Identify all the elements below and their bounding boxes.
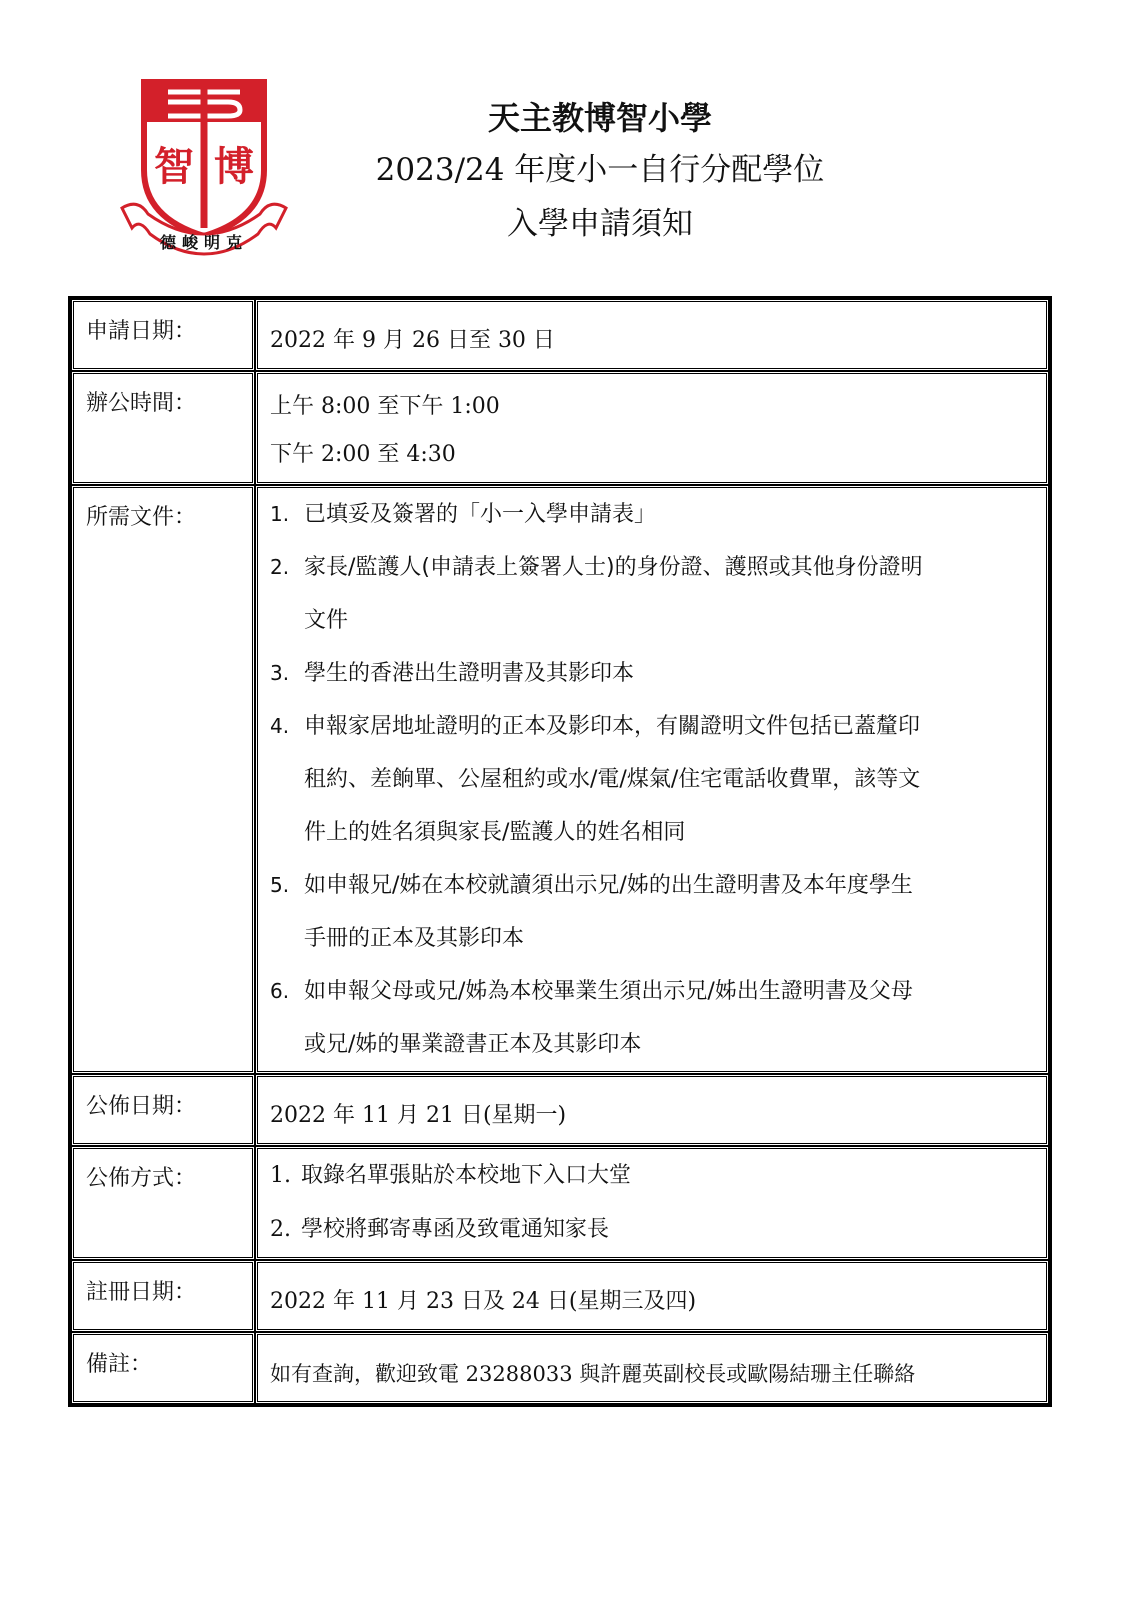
- office-hours-value: [255, 371, 1049, 485]
- row-register-date: [71, 1260, 1049, 1332]
- row-documents: [71, 485, 1049, 1074]
- admission-info-table: [68, 296, 1052, 1407]
- announce-date-label: 公佈日期：: [71, 1074, 255, 1146]
- announce-method-item: [270, 1149, 1046, 1203]
- apply-date-value: [255, 299, 1049, 371]
- row-apply-date: [71, 299, 1049, 371]
- row-announce-date: [71, 1074, 1049, 1146]
- item-text: 學生的香港出生證明書及其影印本: [304, 661, 635, 686]
- item-number: 1.: [270, 502, 290, 526]
- item-number: 2.: [270, 555, 290, 579]
- school-name: 天主教博智小學: [487, 99, 712, 137]
- document-heading: 入學申請須知: [507, 206, 693, 242]
- row-office-hours: [71, 371, 1049, 485]
- item-number: 5.: [270, 873, 290, 897]
- document-item: [270, 965, 1046, 1071]
- announce-method-label: 公佈方式：: [71, 1146, 255, 1260]
- item-text-continued: 租約、差餉單、公屋租約或水/電/煤氣/住宅電話收費單，該等文: [304, 767, 921, 792]
- logo-char-2: 博: [214, 143, 254, 190]
- register-date-value: [255, 1260, 1049, 1332]
- item-text: 如申報父母或兄/姊為本校畢業生須出示兄/姊出生證明書及父母: [304, 979, 913, 1004]
- document-subtitle: 2023/24 年度小一自行分配學位: [375, 152, 825, 188]
- item-text: 已填妥及簽署的「小一入學申請表」: [304, 502, 657, 527]
- item-text-continued: 手冊的正本及其影印本: [304, 926, 525, 951]
- item-text-continued: 件上的姓名須與家長/監護人的姓名相同: [304, 820, 686, 845]
- announce-date-value: [255, 1074, 1049, 1146]
- item-number: 4.: [270, 714, 290, 738]
- document-item: [270, 700, 1046, 859]
- document-item: [270, 647, 1046, 700]
- item-text: 家長/監護人(申請表上簽署人士)的身份證、護照或其他身份證明: [304, 555, 923, 580]
- item-text-continued: 文件: [304, 608, 349, 633]
- office-hours-label: 辦公時間：: [71, 371, 255, 485]
- document-item: [270, 541, 1046, 647]
- documents-list: [270, 488, 1046, 1071]
- logo-char-1: 智: [154, 143, 194, 190]
- row-remarks: [71, 1332, 1049, 1404]
- apply-date-text: 2022 年 9 月 26 日至 30 日: [270, 328, 555, 353]
- documents-value: [255, 485, 1049, 1074]
- item-text: 如申報兄/姊在本校就讀須出示兄/姊的出生證明書及本年度學生: [304, 873, 913, 898]
- office-hours-line-2: 下午 2:00 至 4:30: [270, 442, 456, 467]
- office-hours-line-1: 上午 8:00 至下午 1:00: [270, 394, 500, 419]
- item-text: 取錄名單張貼於本校地下入口大堂: [301, 1163, 632, 1188]
- document-item: [270, 488, 1046, 541]
- documents-label: 所需文件：: [71, 485, 255, 1074]
- row-announce-method: [71, 1146, 1049, 1260]
- item-number: 1.: [270, 1163, 291, 1188]
- announce-date-text: 2022 年 11 月 21 日(星期一): [270, 1103, 567, 1128]
- remarks-label: 備註：: [71, 1332, 255, 1404]
- announce-method-item: [270, 1203, 1046, 1257]
- school-logo: [118, 78, 290, 268]
- item-text-continued: 或兄/姊的畢業證書正本及其影印本: [304, 1032, 642, 1057]
- announce-method-value: [255, 1146, 1049, 1260]
- document-item: [270, 859, 1046, 965]
- document-header: [330, 92, 870, 252]
- apply-date-label: 申請日期：: [71, 299, 255, 371]
- remarks-value: [255, 1332, 1049, 1404]
- item-number: 6.: [270, 979, 290, 1003]
- register-date-label: 註冊日期：: [71, 1260, 255, 1332]
- logo-motto: 德峻明克: [159, 233, 249, 252]
- register-date-text: 2022 年 11 月 23 日及 24 日(星期三及四): [270, 1289, 697, 1314]
- item-number: 3.: [270, 661, 290, 685]
- item-number: 2.: [270, 1217, 291, 1242]
- remarks-text: 如有查詢，歡迎致電 23288033 與許麗英副校長或歐陽結珊主任聯絡: [270, 1362, 916, 1386]
- item-text: 學校將郵寄專函及致電通知家長: [301, 1217, 610, 1242]
- item-text: 申報家居地址證明的正本及影印本，有關證明文件包括已蓋釐印: [304, 714, 921, 739]
- school-crest-icon: [118, 78, 290, 268]
